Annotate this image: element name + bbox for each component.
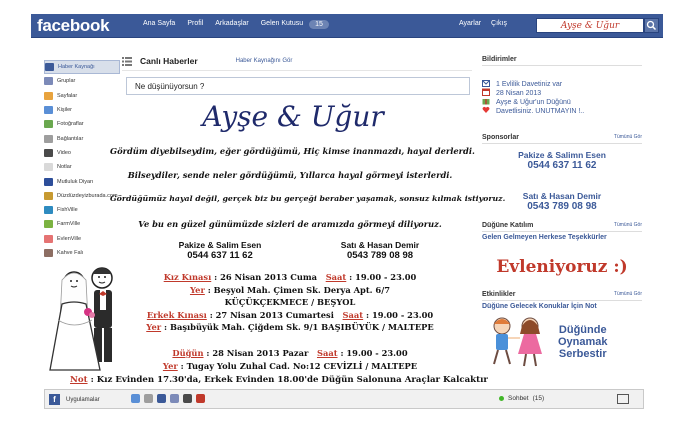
attendance-text: Gelen Gelmeyen Herkese Teşekkürler <box>482 234 607 241</box>
dugun-date: : 28 Nisan 2013 Pazar <box>206 348 309 358</box>
status-composer[interactable]: Ne düşünüyorsun ? <box>126 77 470 95</box>
sidebar-item-label: Notlar <box>57 164 72 171</box>
sponsors-header <box>482 134 642 144</box>
sidebar-item[interactable] <box>44 174 120 188</box>
notifications-block[interactable] <box>482 80 642 116</box>
sidebar-item-label: EvlenVille <box>57 235 82 242</box>
app-icon <box>44 135 53 143</box>
sidebar-item-label: Bağlantılar <box>57 135 84 142</box>
search-button[interactable] <box>644 18 659 33</box>
nav-profile[interactable]: Profil <box>187 20 204 27</box>
chat-label: Sohbet <box>508 395 529 402</box>
calendar-icon <box>482 88 490 96</box>
notification-line: 28 Nisan 2013 <box>496 90 542 97</box>
kina-place-line <box>150 285 430 295</box>
chat-count: (15) <box>532 395 545 402</box>
sidebar-item[interactable] <box>44 131 120 145</box>
sponsor-2-phone: 0543 789 08 98 <box>527 201 597 212</box>
app-icon <box>44 77 53 85</box>
settings-link[interactable]: Ayarlar <box>459 20 482 27</box>
events-title: Etkinlikler <box>482 291 516 298</box>
sidebar-item[interactable] <box>44 246 120 260</box>
sidebar-item-label: Video <box>57 149 71 156</box>
see-news-feed-link[interactable]: Haber Kaynağını Gör <box>235 58 293 64</box>
dugun-place: : Tugay Yolu Zuhal Cad. No:12 CEVİZLİ / MALTEPE <box>180 361 418 371</box>
top-nav <box>143 20 329 29</box>
saat-label: Saat <box>342 310 364 320</box>
gift-icon <box>482 97 490 105</box>
facebook-logo[interactable]: facebook <box>37 16 110 35</box>
app-icon <box>44 206 53 214</box>
kina-district: KÜÇÜKÇEKMECE / BEŞYOL <box>224 297 356 307</box>
screen-icon[interactable] <box>617 394 629 404</box>
contact-bride-family <box>160 240 280 261</box>
erkek-kina-place-line <box>140 322 440 332</box>
dance-block <box>482 314 642 370</box>
poem-line-1: Gördüm diyebilseydim, eğer gördüğümü, Hiç kimse inanmazdı, hayal derlerdi. <box>110 146 475 156</box>
events-icon[interactable] <box>196 394 205 403</box>
events-text: Düğüne Gelecek Konuklar İçin Not <box>482 303 597 310</box>
dugun-time: : 19.00 - 23.00 <box>340 348 408 358</box>
notification-line: 1 Evlilik Davetiniz var <box>496 81 563 88</box>
inbox-count-badge: 15 <box>309 20 329 29</box>
search-value: Ayşe & Uğur <box>560 20 620 31</box>
saat-label: Saat <box>316 348 338 358</box>
links-icon[interactable] <box>170 394 179 403</box>
not-label: Not <box>70 375 88 385</box>
saat-label: Saat <box>325 272 347 282</box>
search-input[interactable] <box>536 18 644 33</box>
poem-line-4: Ve bu en güzel günümüzde sizleri de aramızda görmeyi diliyoruz. <box>138 219 442 229</box>
people-icon[interactable] <box>157 394 166 403</box>
contact-name: Satı & Hasan Demir <box>340 240 420 250</box>
sidebar-item-label: Gruplar <box>57 78 76 85</box>
sidebar-item[interactable] <box>44 146 120 160</box>
applications-button[interactable] <box>49 394 100 405</box>
sidebar-item[interactable] <box>44 89 120 103</box>
sidebar-item-label: Kahve Falı <box>57 250 84 256</box>
search-icon <box>645 19 658 32</box>
bride-groom-illustration <box>44 260 136 378</box>
account-links <box>459 20 507 27</box>
sidebar-item-label: Sayfalar <box>57 92 78 99</box>
nav-inbox[interactable]: Gelen Kutusu <box>260 20 304 27</box>
yer-label: Yer <box>189 285 205 295</box>
kina-date-line <box>150 272 430 282</box>
sponsors-see-all[interactable]: Tümünü Gör <box>613 134 642 140</box>
sidebar-item-label: FishVille <box>57 207 78 214</box>
dance-text <box>558 324 608 360</box>
feed-divider <box>122 70 472 71</box>
dance-line: Serbestir <box>558 348 607 360</box>
feed-title: Canlı Haberler <box>140 56 198 66</box>
erkek-kina-label: Erkek Kınası <box>146 310 207 320</box>
app-icon <box>44 192 53 200</box>
poem-line-2: Bilseydiler, sende neler gördüğümü, Yıllarca hayal görmeyi isterlerdi. <box>127 170 453 180</box>
kina-label: Kız Kınası <box>163 272 212 282</box>
contact-name: Pakize & Salim Esen <box>178 240 262 250</box>
notification-text <box>496 80 584 116</box>
nav-friends[interactable]: Arkadaşlar <box>215 20 249 27</box>
sidebar-item[interactable] <box>44 60 120 74</box>
envelope-icon <box>482 80 490 87</box>
sponsor-1-name[interactable]: Pakize & Salimn Esen <box>518 150 606 160</box>
kina-place: : Beşyol Mah. Çimen Sk. Derya Apt. 6/7 <box>207 285 391 295</box>
yer-label: Yer <box>162 361 178 371</box>
top-bar <box>31 14 663 38</box>
attendance-title: Düğüne Katılım <box>482 222 534 229</box>
list-icon <box>122 57 132 66</box>
sidebar-item[interactable] <box>44 117 120 131</box>
sidebar-item-label: Fotoğraflar <box>57 121 84 128</box>
notifications-title: Bildirimler <box>482 56 517 63</box>
sponsors-title: Sponsorlar <box>482 134 519 141</box>
sidebar-item[interactable] <box>44 189 120 203</box>
yer-label: Yer <box>146 322 162 332</box>
app-icon <box>44 178 53 186</box>
app-icon <box>44 92 53 100</box>
photos-icon[interactable] <box>131 394 140 403</box>
sidebar-item-label: Mutluluk Diyarı <box>57 178 94 185</box>
events-see-all[interactable]: Tümünü Gör <box>613 291 642 297</box>
nav-home[interactable]: Ana Sayfa <box>143 20 176 27</box>
feed-header <box>122 56 292 66</box>
sidebar-item-label: Haber Kaynağı <box>58 64 95 71</box>
notifications-header <box>482 56 642 66</box>
sidebar-item-label: Düzdüzdeyizburada.com <box>57 192 118 199</box>
kina-time: : 19.00 - 23.00 <box>349 272 417 282</box>
evleniyoruz-banner: Evleniyoruz :) <box>496 257 628 277</box>
sidebar-item[interactable] <box>44 160 120 174</box>
app-icon <box>44 235 53 243</box>
app-icon <box>44 120 53 128</box>
contact-groom-family <box>320 240 440 261</box>
sidebar-item[interactable] <box>44 103 120 117</box>
sidebar-item[interactable] <box>44 232 120 246</box>
not-text: : Kız Evinden 17.30'da, Erkek Evinden 18.00'de Düğün Salonuna Araçlar Kalcaktır <box>90 375 488 385</box>
sidebar-item[interactable] <box>44 74 120 88</box>
notification-line: Ayşe & Uğur'un Düğünü <box>496 99 571 106</box>
sponsor-2-name[interactable]: Satı & Hasan Demir <box>522 191 602 201</box>
quick-icons-tray <box>131 394 205 403</box>
video-icon[interactable] <box>183 394 192 403</box>
sidebar-item[interactable] <box>44 217 120 231</box>
chat-button[interactable] <box>499 395 544 402</box>
notification-line: Davetlisiniz. UNUTMAYIN !.. <box>496 108 585 115</box>
erkek-kina-line <box>140 310 440 320</box>
dancing-kids-illustration <box>482 314 554 370</box>
couple-names-title: Ayşe & Uğur <box>202 100 384 133</box>
logout-link[interactable]: Çıkış <box>491 20 507 27</box>
kina-date: : 26 Nisan 2013 Cuma <box>214 272 318 282</box>
left-sidebar <box>44 60 120 260</box>
notes-icon[interactable] <box>144 394 153 403</box>
sidebar-item-label: FarmVille <box>57 221 81 228</box>
dugun-label: Düğün <box>172 348 204 358</box>
app-icon <box>44 249 53 257</box>
erkek-kina-date: : 27 Nisan 2013 Cumartesi <box>209 310 334 320</box>
events-header <box>482 291 642 301</box>
sponsor-1-phone: 0544 637 11 62 <box>527 160 597 171</box>
app-icon <box>44 149 53 157</box>
app-icon <box>45 63 54 71</box>
dance-line: Oynamak <box>558 336 608 348</box>
erkek-kina-place: : Başıbüyük Mah. Çiğdem Sk. 9/1 BAŞIBÜYÜK / MALTEPE <box>164 322 434 332</box>
right-column <box>482 56 642 370</box>
attendance-see-all[interactable]: Tümünü Gör <box>613 222 642 228</box>
bottom-bar <box>44 389 644 409</box>
sidebar-item[interactable] <box>44 203 120 217</box>
poem-line-3: Gördüğümüz hayal değil, gerçek biz bu gerçeği beraber yaşamak, sonsuz kılmak istiyoruz. <box>110 194 506 203</box>
attendance-header <box>482 222 642 232</box>
heart-icon <box>482 106 490 114</box>
sidebar-item-label: Kişiler <box>57 107 72 114</box>
dugun-place-line <box>150 361 430 371</box>
dance-line: Düğünde <box>558 324 607 336</box>
applications-label: Uygulamalar <box>66 396 100 403</box>
online-dot-icon <box>499 396 504 401</box>
app-icon <box>44 163 53 171</box>
contact-phone: 0544 637 11 62 <box>187 250 253 261</box>
erkek-kina-time: : 19.00 - 23.00 <box>366 310 434 320</box>
app-icon <box>44 106 53 114</box>
facebook-f-icon: f <box>49 394 60 405</box>
app-icon <box>44 220 53 228</box>
dugun-line <box>150 348 430 358</box>
contact-phone: 0543 789 08 98 <box>346 250 414 261</box>
